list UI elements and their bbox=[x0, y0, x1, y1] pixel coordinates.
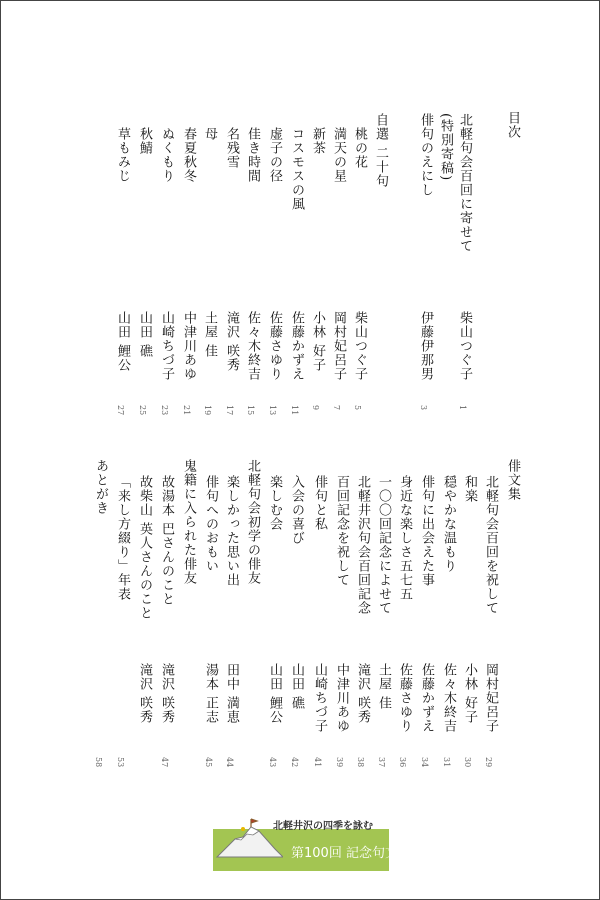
toc-page-number: 17 bbox=[225, 405, 234, 416]
toc-page-number: 29 bbox=[484, 757, 493, 768]
toc-page-number: 38 bbox=[356, 757, 365, 768]
toc-title: (特別寄稿) bbox=[438, 113, 453, 182]
toc-author: 佐々木終吉 bbox=[441, 663, 456, 733]
footer-subtitle: 北軽井沢の四季を詠む bbox=[273, 821, 373, 832]
toc-title: あとがき bbox=[93, 459, 108, 515]
toc-page-number: 13 bbox=[268, 405, 277, 416]
toc-title: 故柴山 英人さんのこと bbox=[137, 475, 152, 621]
toc-author: 滝沢 咲秀 bbox=[159, 663, 174, 725]
toc-page-number: 11 bbox=[290, 405, 299, 416]
toc-title: 俳句と私 bbox=[312, 475, 327, 531]
toc-author: 山田 鯉公 bbox=[267, 663, 282, 725]
toc-title: 一〇〇回記念によせて bbox=[376, 475, 391, 615]
toc-author: 滝沢 咲秀 bbox=[355, 663, 370, 725]
toc-page-number: 41 bbox=[313, 757, 322, 768]
toc-section-heading: 北軽句会初学の俳友 bbox=[245, 459, 260, 585]
toc-author: 柴山つぐ子 bbox=[457, 311, 472, 381]
toc-author: 佐藤さゆり bbox=[397, 663, 412, 733]
toc-page-number: 42 bbox=[290, 757, 299, 768]
toc-author: 佐藤かずえ bbox=[289, 311, 304, 381]
toc-author: 山崎ちづ子 bbox=[312, 663, 327, 733]
toc-page-number: 27 bbox=[116, 405, 125, 416]
toc-title: 母 bbox=[202, 127, 217, 141]
toc-title: 俳句のえにし bbox=[418, 113, 433, 197]
toc-author: 山田 礁 bbox=[137, 311, 152, 359]
toc-page-number: 47 bbox=[160, 757, 169, 768]
toc-title: 虚子の径 bbox=[267, 127, 282, 183]
toc-author: 土屋 佳 bbox=[376, 663, 391, 711]
toc-author: 山田 礁 bbox=[289, 663, 304, 711]
toc-title: 秋鯖 bbox=[137, 127, 152, 155]
toc-page-number: 5 bbox=[353, 405, 362, 411]
toc-author: 滝沢 咲秀 bbox=[224, 311, 239, 373]
toc-page-number: 45 bbox=[204, 757, 213, 768]
toc-page-number: 1 bbox=[458, 405, 467, 411]
toc-title: コスモスの風 bbox=[289, 127, 304, 211]
toc-author: 小林 好子 bbox=[310, 311, 325, 373]
toc-author: 佐藤かずえ bbox=[419, 663, 434, 733]
toc-author: 佐々木終吉 bbox=[245, 311, 260, 381]
toc-title: 入会の喜び bbox=[289, 475, 304, 545]
toc-author: 岡村妃呂子 bbox=[483, 663, 498, 733]
toc-title: 自選 二十句 bbox=[373, 113, 388, 189]
toc-author: 岡村妃呂子 bbox=[331, 311, 346, 381]
toc-title: 穏やかな温もり bbox=[441, 475, 456, 573]
toc-page-number: 34 bbox=[420, 757, 429, 768]
toc-section-heading: 鬼籍に入られた俳友 bbox=[181, 459, 196, 585]
toc-title: 身近な楽しさ五七五 bbox=[397, 475, 412, 601]
toc-title: 草もみじ bbox=[115, 127, 130, 183]
toc-author: 湯本 正志 bbox=[203, 663, 218, 725]
toc-author: 佐藤さゆり bbox=[267, 311, 282, 381]
toc-title: 北軽句会百回に寄せて bbox=[457, 113, 472, 253]
toc-author: 山崎ちづ子 bbox=[159, 311, 174, 381]
toc-author: 土屋 佳 bbox=[202, 311, 217, 359]
toc-title: 和楽 bbox=[462, 475, 477, 503]
toc-title: 俳句へのおもい bbox=[203, 475, 218, 573]
toc-page-number: 3 bbox=[419, 405, 428, 411]
toc-page-number: 44 bbox=[225, 757, 234, 768]
toc-author: 滝沢 咲秀 bbox=[137, 663, 152, 725]
toc-page-number: 30 bbox=[463, 757, 472, 768]
toc-title: 北軽井沢句会百回記念 bbox=[355, 475, 370, 615]
toc-page-number: 25 bbox=[138, 405, 147, 416]
toc-heading: 目次 bbox=[505, 111, 520, 139]
toc-page-number: 9 bbox=[311, 405, 320, 411]
toc-page-number: 37 bbox=[377, 757, 386, 768]
toc-title: 楽しかった思い出 bbox=[224, 475, 239, 587]
footer-title: 第100回 記念句文集 bbox=[291, 846, 411, 861]
toc-title: ぬくもり bbox=[159, 127, 174, 183]
toc-author: 田中 満恵 bbox=[224, 663, 239, 725]
toc-author: 山田 鯉公 bbox=[115, 311, 130, 373]
toc-title: 俳句に出会えた事 bbox=[419, 475, 434, 587]
toc-page-number: 15 bbox=[246, 405, 255, 416]
toc-author: 伊藤伊那男 bbox=[418, 311, 433, 381]
toc-title: 春夏秋冬 bbox=[181, 127, 196, 183]
toc-title: 名残雪 bbox=[224, 127, 239, 169]
toc-title: 百回記念を祝して bbox=[334, 475, 349, 587]
toc-title: 桃の花 bbox=[352, 127, 367, 169]
toc-title: 故湯本 巴さんのこと bbox=[159, 475, 174, 607]
toc-title: 「来し方綴り」年表 bbox=[115, 475, 130, 601]
toc-section-heading: 俳文集 bbox=[505, 459, 520, 501]
toc-title: 楽しむ会 bbox=[267, 475, 282, 531]
toc-page-number: 43 bbox=[268, 757, 277, 768]
toc-page-number: 19 bbox=[203, 405, 212, 416]
toc-title: 新茶 bbox=[310, 127, 325, 155]
toc-page-number: 39 bbox=[335, 757, 344, 768]
toc-page-number: 7 bbox=[332, 405, 341, 411]
toc-title: 満天の星 bbox=[331, 127, 346, 183]
toc-page-number: 31 bbox=[442, 757, 451, 768]
toc-page-number: 53 bbox=[116, 757, 125, 768]
toc-author: 小林 好子 bbox=[462, 663, 477, 725]
toc-title: 佳き時間 bbox=[245, 127, 260, 183]
toc-title: 北軽句会百回を祝して bbox=[483, 475, 498, 615]
toc-page-number: 36 bbox=[398, 757, 407, 768]
toc-author: 中津川あゆ bbox=[334, 663, 349, 733]
toc-page-number: 23 bbox=[160, 405, 169, 416]
toc-page-number: 58 bbox=[94, 757, 103, 768]
toc-author: 柴山つぐ子 bbox=[352, 311, 367, 381]
toc-page-number: 21 bbox=[182, 405, 191, 416]
toc-author: 中津川あゆ bbox=[181, 311, 196, 381]
